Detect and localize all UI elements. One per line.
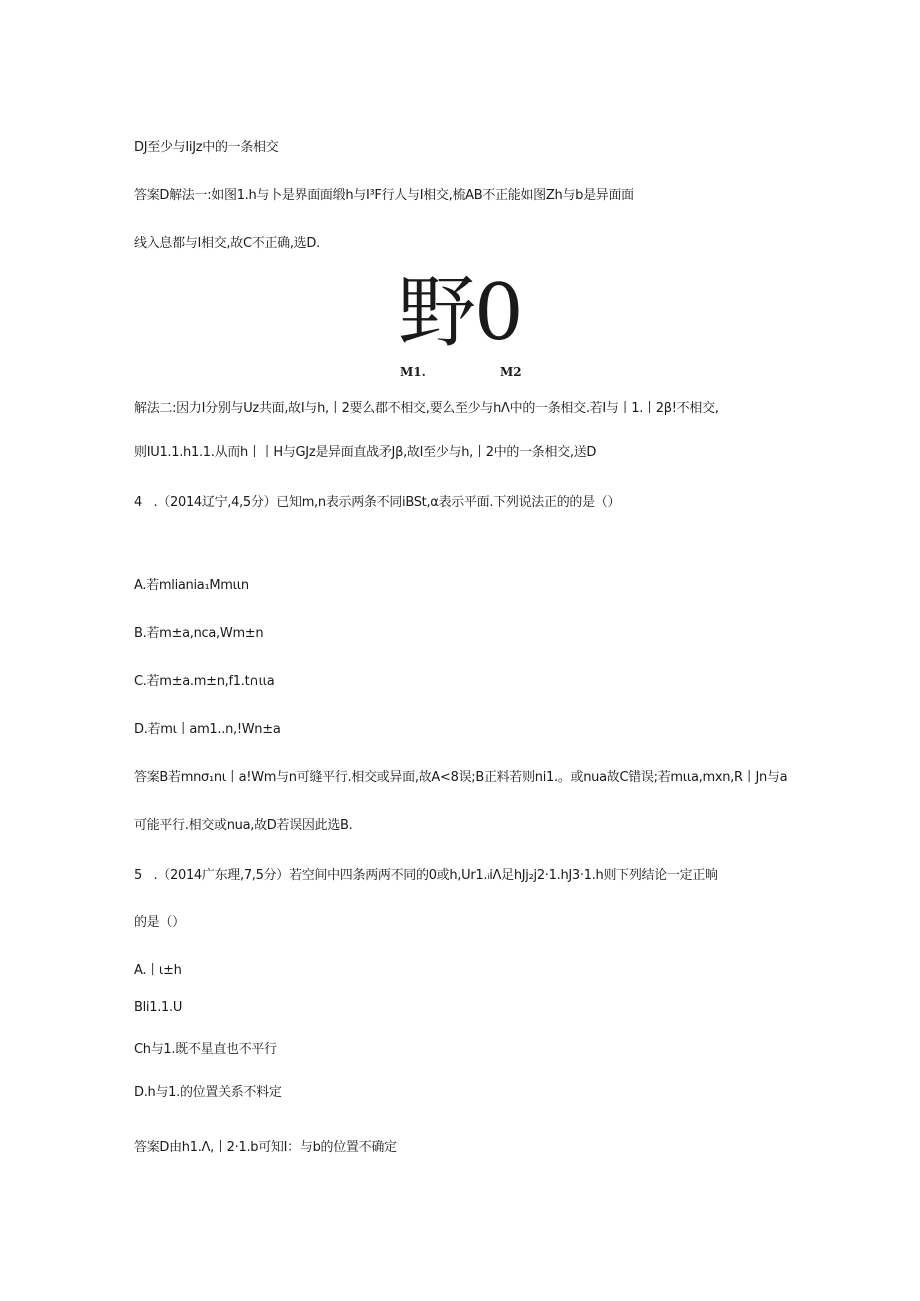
option-c: C.若m±a.m±n,f1.t∩ιιa [134,674,275,689]
answer-5: 答案D由h1.Λ,丨2·1.b可知I：与b的位置不确定 [134,1140,397,1155]
answer-4-line-2: 可能平行.相交或nua,故D若误因此选B. [134,818,353,833]
question-4: 4 .（2014辽宁,4,5分）已知m,n表示两条不同iBSt,α表示平面.下列说法正的的是（） [134,495,621,510]
question-5-cont: 的是（） [134,915,185,930]
text-line-2: 答案D解法一:如图1.h与卜是界面面缎h与I³F行人与I相交,梳AB不正能如图Zh与b是异面面 [134,188,634,203]
question-5: 5 .（2014广东理,7,5分）若空间中四条两两不同的0或h,Ur1.ᵢiΛ足hJj₂j2·1.hJ3·1.h则下列结论一定正晌 [134,868,718,883]
option-b: Bli1.1.U [134,1000,183,1015]
option-d: D.h与1.的位置关系不料定 [134,1085,282,1100]
figure-label-2: M2 [500,365,522,379]
text-line-1: DJ至少与IiJz中的一条相交 [134,140,279,155]
option-b: B.若m±a,nca,Wm±n [134,626,264,641]
figure-label-1: M1. [400,365,426,379]
text-line-5: 则IU1.1.h1.1.从而h丨丨H与GJz是异面直战矛Jβ,故I至少与h,丨2中的一条相交,送D [134,445,597,460]
option-a: A.若mliania₁Mmιιn [134,578,249,593]
option-a: A.丨ι±h [134,963,182,978]
text-line-3: 线入息都与I相交,故C不正确,选D. [134,236,320,251]
figure-glyphs: 野0 [398,268,522,358]
option-c: Ch与1.既不星直也不平行 [134,1042,277,1057]
option-d: D.若mι丨am1..n,!Wn±a [134,722,281,737]
text-line-4: 解法二:因力I分别与Uz共面,故I与h,丨2要么郡不相交,要么至少与hΛ中的一条相交.若I与丨1.丨2β!不相交, [134,401,719,416]
answer-4-line-1: 答案B若mnσ₁nι丨a!Wm与n可缝平行.相交或异面,故A<8误;B正料若则ni1.。或nua故C错误;若mιιa,mxn,R丨Jn与a [134,770,788,785]
